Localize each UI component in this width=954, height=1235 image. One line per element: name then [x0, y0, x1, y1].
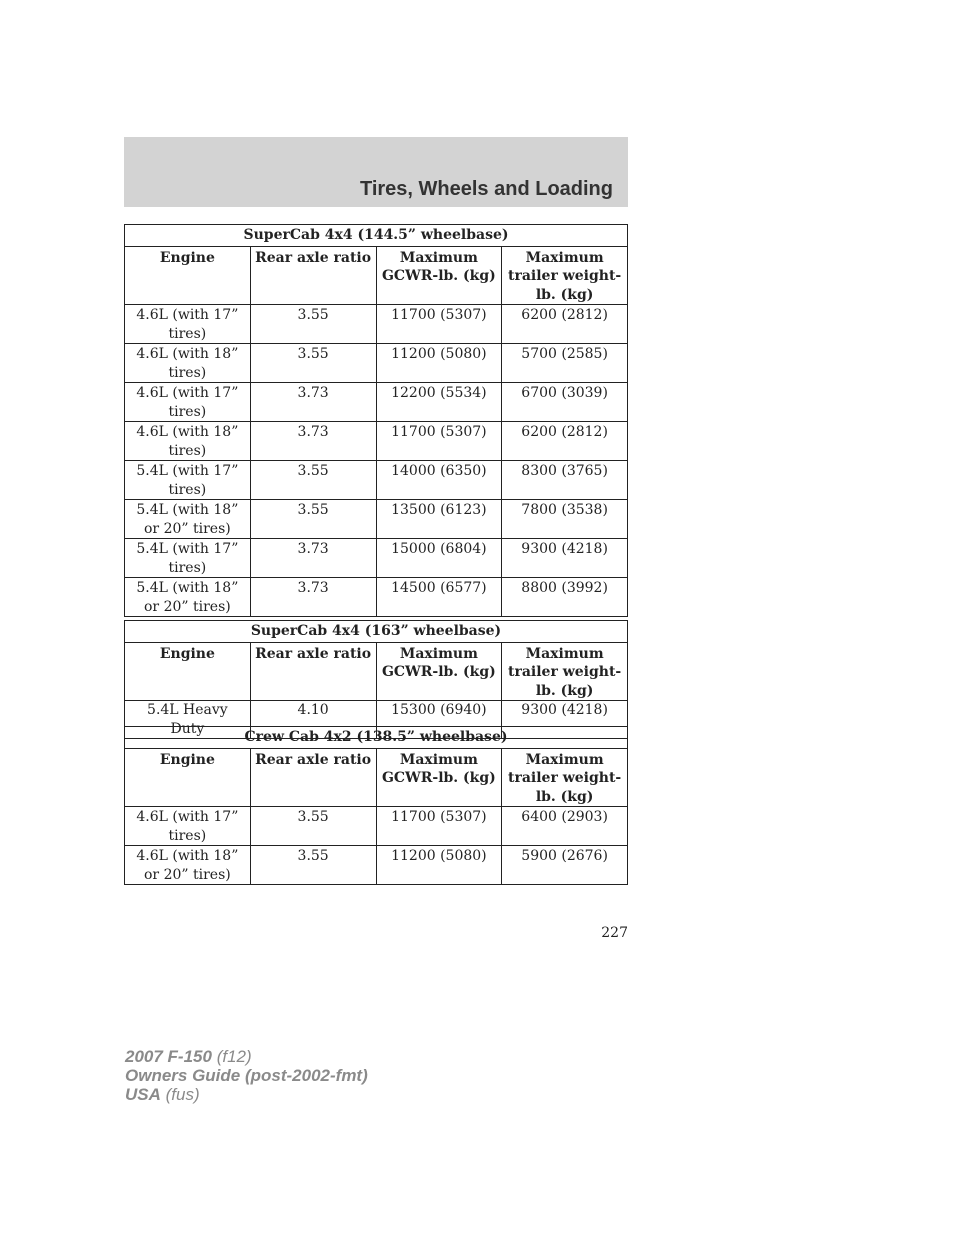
table-row: [125, 807, 628, 846]
cell-engine: 5.4L (with 17” tires): [125, 539, 251, 578]
cell-engine: 4.6L (with 17” tires): [125, 305, 251, 344]
footer-market: USA: [125, 1085, 161, 1104]
cell-ratio: 3.55: [250, 807, 376, 846]
cell-ratio: 3.55: [250, 305, 376, 344]
cell-ratio: 3.73: [250, 539, 376, 578]
cell-ratio: 3.73: [250, 578, 376, 617]
cell-gcwr: 11700 (5307): [376, 422, 502, 461]
column-header-ratio: Rear axle ratio: [250, 642, 376, 701]
cell-engine: 4.6L (with 18” or 20” tires): [125, 846, 251, 885]
footer-line-market: [125, 1085, 368, 1104]
cell-gcwr: 11200 (5080): [376, 846, 502, 885]
cell-trailer: 6400 (2903): [502, 807, 628, 846]
table-caption: SuperCab 4x4 (163” wheelbase): [125, 621, 628, 643]
cell-engine: 4.6L (with 18” tires): [125, 344, 251, 383]
column-header-ratio: Rear axle ratio: [250, 246, 376, 305]
table-row: [125, 422, 628, 461]
table-row: [125, 305, 628, 344]
cell-trailer: 6700 (3039): [502, 383, 628, 422]
cell-ratio: 3.55: [250, 500, 376, 539]
cell-gcwr: 15300 (6940): [376, 701, 502, 739]
column-header-gcwr: Maximum GCWR-lb. (kg): [376, 642, 502, 701]
cell-gcwr: 11700 (5307): [376, 807, 502, 846]
supercab-144-table: [124, 224, 628, 617]
cell-ratio: 4.10: [250, 701, 376, 739]
cell-ratio: 3.55: [250, 846, 376, 885]
crewcab-138-table: [124, 726, 628, 885]
cell-gcwr: 11200 (5080): [376, 344, 502, 383]
footer-market-code: (fus): [165, 1085, 200, 1104]
cell-engine: 5.4L Heavy Duty: [125, 701, 251, 739]
cell-engine: 4.6L (with 17” tires): [125, 807, 251, 846]
cell-trailer: 9300 (4218): [502, 539, 628, 578]
cell-ratio: 3.55: [250, 461, 376, 500]
table-caption: Crew Cab 4x2 (138.5” wheelbase): [125, 727, 628, 749]
supercab-163-table: [124, 620, 628, 739]
column-header-ratio: Rear axle ratio: [250, 748, 376, 807]
footer-model-code: (f12): [216, 1047, 252, 1066]
cell-gcwr: 12200 (5534): [376, 383, 502, 422]
footer-line-guide: [125, 1066, 368, 1085]
table-row: [125, 344, 628, 383]
section-title: Tires, Wheels and Loading: [359, 178, 613, 200]
cell-trailer: 6200 (2812): [502, 422, 628, 461]
cell-ratio: 3.73: [250, 383, 376, 422]
cell-ratio: 3.55: [250, 344, 376, 383]
table-row: [125, 383, 628, 422]
table-row: [125, 539, 628, 578]
table-row: [125, 461, 628, 500]
footer-guide: Owners Guide (post-2002-fmt): [125, 1066, 368, 1085]
cell-engine: 4.6L (with 17” tires): [125, 383, 251, 422]
cell-gcwr: 13500 (6123): [376, 500, 502, 539]
column-header-gcwr: Maximum GCWR-lb. (kg): [376, 748, 502, 807]
cell-trailer: 8300 (3765): [502, 461, 628, 500]
column-header-engine: Engine: [125, 246, 251, 305]
column-header-engine: Engine: [125, 642, 251, 701]
cell-trailer: 5700 (2585): [502, 344, 628, 383]
cell-engine: 5.4L (with 17” tires): [125, 461, 251, 500]
footer-model: 2007 F-150: [125, 1047, 212, 1066]
column-header-trailer: Maximum trailer weight-lb. (kg): [502, 246, 628, 305]
column-header-trailer: Maximum trailer weight-lb. (kg): [502, 642, 628, 701]
cell-engine: 5.4L (with 18” or 20” tires): [125, 500, 251, 539]
table-row: [125, 846, 628, 885]
cell-gcwr: 11700 (5307): [376, 305, 502, 344]
table-row: [125, 500, 628, 539]
cell-trailer: 7800 (3538): [502, 500, 628, 539]
column-header-engine: Engine: [125, 748, 251, 807]
cell-gcwr: 14500 (6577): [376, 578, 502, 617]
cell-trailer: 9300 (4218): [502, 701, 628, 739]
cell-trailer: 8800 (3992): [502, 578, 628, 617]
footer-line-model: [125, 1047, 368, 1066]
cell-gcwr: 15000 (6804): [376, 539, 502, 578]
column-header-gcwr: Maximum GCWR-lb. (kg): [376, 246, 502, 305]
table-caption: SuperCab 4x4 (144.5” wheelbase): [125, 225, 628, 247]
cell-engine: 4.6L (with 18” tires): [125, 422, 251, 461]
document-footer: [125, 1047, 368, 1104]
section-header-band: [124, 137, 628, 207]
cell-gcwr: 14000 (6350): [376, 461, 502, 500]
cell-engine: 5.4L (with 18” or 20” tires): [125, 578, 251, 617]
cell-ratio: 3.73: [250, 422, 376, 461]
cell-trailer: 6200 (2812): [502, 305, 628, 344]
page-number: 227: [601, 925, 628, 941]
table-row: [125, 578, 628, 617]
column-header-trailer: Maximum trailer weight-lb. (kg): [502, 748, 628, 807]
cell-trailer: 5900 (2676): [502, 846, 628, 885]
